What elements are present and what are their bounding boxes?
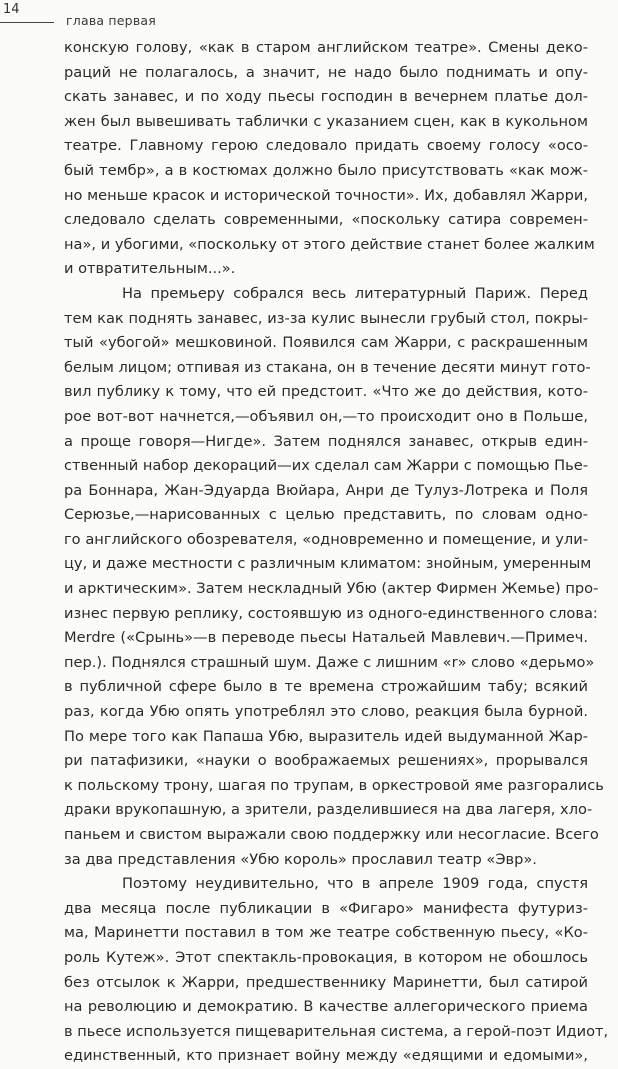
text-line: ра Боннара, Жан-Эдуарда Вюйара, Анри де Тулуз-Лотрека и Поля	[64, 481, 588, 499]
text-line: бый тембр», а в костюмах должно было присутствовать «как мож-	[64, 161, 588, 179]
text-line: паньем и свистом выражали свою поддержку или несогласие. Всего	[64, 826, 599, 843]
text-line: По мере того как Папаша Убю, выразитель идей выдуманной Жар-	[64, 727, 588, 745]
text-line: театре. Главному герою следовало придать своему голосу «осо-	[64, 137, 588, 155]
text-line: к польскому трону, шагая по трупам, в оркестровой яме разгорались	[64, 776, 604, 794]
text-line: единственный, кто признает войну между «едящими и едомыми»,	[64, 1047, 588, 1065]
text-line: роль Кутеж». Этот спектакль-провокация, в котором не обошлось	[64, 948, 588, 966]
text-line: тем как поднять занавес, из-за кулис вынесли грубый стол, покры-	[64, 309, 588, 327]
text-line: ственный набор декораций—их сделал сам Жарри с помощью Пье-	[64, 457, 588, 475]
text-line: драки врукопашную, а зрители, разделившиеся на два лагеря, хло-	[64, 801, 593, 819]
text-line: но меньше красок и исторической точности». Их, добавлял Жарри,	[64, 186, 588, 204]
text-line: тый «убогой» мешковиной. Появился сам Жарри, с раскрашенным	[64, 334, 588, 352]
text-line: ри патафизики, «науки о воображаемых решениях», прорывался	[64, 752, 588, 770]
text-line: конскую голову, «как в старом английском театре». Смены деко-	[64, 39, 588, 56]
text-line: на революцию и демократию. В качестве аллегорического приема	[64, 998, 588, 1016]
text-line: го английского обозревателя, «одновременно и помещение, и ули-	[64, 530, 588, 548]
text-line: и отвратительным...».	[64, 260, 236, 278]
text-line: вил публику к тому, что ей предстоит. «Что же до действия, кото-	[64, 383, 588, 401]
text-line: за два представления «Убю король» прославил театр «Эвр».	[64, 850, 537, 868]
text-line: в пьесе используется пищеварительная система, а герой-поэт Идиот,	[64, 1022, 609, 1040]
text-line: два месяца после публикации в «Фигаро» манифеста футуриз-	[64, 899, 588, 917]
body-text	[64, 36, 609, 1069]
text-line: ма, Маринетти поставил в том же театре собственную пьесу, «Ко-	[64, 924, 588, 942]
text-line: цу, и даже местности с различным климатом: знойным, умеренным	[64, 555, 592, 573]
text-line: без отсылок к Жарри, предшественнику Маринетти, был сатирой	[64, 973, 588, 991]
text-line: рое вот-вот начнется,—объявил он,—то происходит оно в Польше,	[64, 407, 588, 425]
text-line: скать занавес, и по ходу пьесы господин в вечернем платье дол-	[64, 88, 588, 106]
text-line: а проще говоря—Нигде». Затем поднялся занавес, открыв един-	[64, 432, 588, 450]
text-line: белым лицом; отпивая из стакана, он в течение десяти минут гото-	[64, 358, 591, 376]
text-line: На премьеру собрался весь литературный Париж. Перед	[122, 284, 588, 302]
text-line: следовало сделать современными, «поскольку сатира современ-	[64, 211, 588, 229]
header-rule	[0, 22, 54, 23]
text-line: на», и убогими, «поскольку от этого действие станет более жалким	[64, 235, 595, 253]
text-line: раций не полагалось, а значит, не надо было поднимать и опу-	[64, 63, 588, 81]
running-head: глава первая	[66, 13, 156, 28]
text-line: Поэтому неудивительно, что в апреле 1909 года, спустя	[122, 875, 588, 893]
text-line: раз, когда Убю опять употреблял это слово, реакция была бурной.	[64, 703, 588, 721]
text-line: жен был вывешивать таблички с указанием сцен, как в кукольном	[64, 112, 588, 130]
text-line: изнес первую реплику, состоявшую из одного-единственного слова:	[64, 604, 598, 622]
text-line: пер.). Поднялся страшный шум. Даже с лишним «r» слово «дерьмо»	[64, 653, 595, 671]
text-line: и арктическим». Затем нескладный Убю (актер Фирмен Жемье) про-	[64, 580, 599, 598]
text-line: в публичной сфере было в те времена строжайшим табу; всякий	[64, 678, 588, 696]
text-line: Merdre («Срынь»—в переводе пьесы Натальей Мавлевич.—Примеч.	[64, 629, 588, 647]
page-number: 14	[3, 2, 20, 17]
text-line: Серюзье,—нарисованных с целью представить, по словам одно-	[64, 506, 588, 524]
